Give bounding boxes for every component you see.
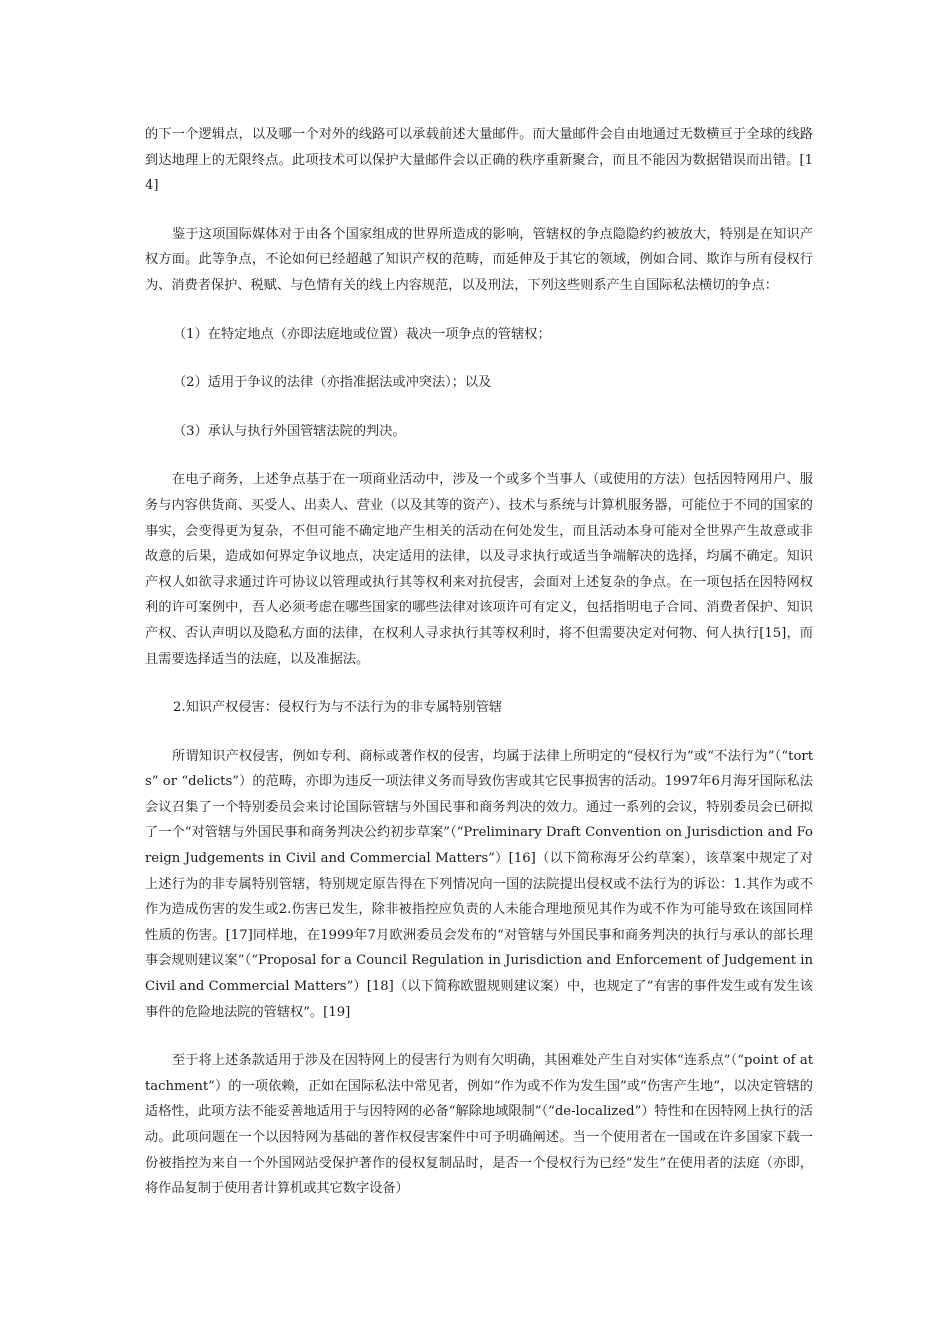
section-heading: 2.知识产权侵害：侵权行为与不法行为的非专属特别管辖 (173, 700, 503, 716)
paragraph-jurisdiction-issues: 鉴于这项国际媒体对于由各个国家组成的世界所造成的影响，管辖权的争点隐隐约约被放大，特别是在知识产权方面。此等争点，不论如何已经超越了知识产权的范畴，而延伸及于其它的领域，例如合同、欺诈与所有侵权行为、消费者保护、税赋、与色情有关的线上内容规范，以及刑法，下列这些则系产生自国际私法横切的争点： (145, 226, 813, 293)
paragraph-ip-infringement: 所谓知识产权侵害，例如专利、商标或著作权的侵害，均属于法律上所明定的“侵权行为”或“不法行为”（“torts” or “delicts”）的范畴，亦即为违反一项法律义务而导致伤害或其它民事损害的活动。1997年6月海牙国际私法会议召集了一个特别委员会来讨论国际管辖与外国民事和商务判决的效力。通过一系列的会议，特别委员会已研拟了一个“对管辖与外国民事和商务判决公约初步草案”（“Preliminary Draft Convention on Jurisdiction and Foreign Judgements in Civil and Commercial Matters”）[16]（以下简称海牙公约草案），该草案中规定了对上述行为的非专属特别管辖，特别规定原告得在下列情况向一国的法院提出侵权或不法行为的诉讼：1.其作为或不作为造成伤害的发生或2.伤害已发生，除非被指控应负责的人未能合理地预见其作为或不作为可能导致在该国同样性质的伤害。[17]同样地，在1999年7月欧洲委员会发布的“对管辖与外国民事和商务判决的执行与承认的部长理事会规则建议案”（“Proposal for a Council Regulation in Jurisdiction and Enforcement of Judgement in Civil and Commercial Matters”）[18]（以下简称欧盟规则建议案）中，也规定了“有害的事件发生或有发生该事件的危险地法院的管辖权”。[19] (145, 748, 813, 1020)
list-item-3: （3）承认与执行外国管辖法院的判决。 (173, 423, 406, 439)
paragraph-internet-application: 至于将上述条款适用于涉及在因特网上的侵害行为则有欠明确，其困难处产生自对实体“连系点”（“point of attachment”）的一项依赖，正如在国际私法中常见者，例如“作为或不作为发生国”或“伤害产生地”，以决定管辖的适格性，此项方法不能妥善地适用于与因特网的必备“解除地域限制”（“de-localized”）特性和在因特网上执行的活动。此项问题在一个以因特网为基础的著作权侵害案件中可予明确阐述。当一个使用者在一国或在许多国家下载一份被指控为来自一个外国网站受保护著作的侵权复制品时，是否一个侵权行为已经“发生”在使用者的法庭（亦即，将作品复制于使用者计算机或其它数字设备） (145, 1053, 813, 1197)
paragraph-e-commerce: 在电子商务，上述争点基于在一项商业活动中，涉及一个或多个当事人（或使用的方法）包括因特网用户、服务与内容供货商、买受人、出卖人、营业（以及其等的资产）、技术与系统与计算机服务器，可能位于不同的国家的事实，会变得更为复杂，不但可能不确定地产生相关的活动在何处发生，而且活动本身可能对全世界产生故意或非故意的后果，造成如何界定争议地点，决定适用的法律，以及寻求执行或适当争端解决的选择，均属不确定。知识产权人如欲寻求通过许可协议以管理或执行其等权利来对抗侵害，会面对上述复杂的争点。在一项包括在因特网权利的许可案例中，吾人必须考虑在哪些国家的哪些法律对该项许可有定义，包括指明电子合同、消费者保护、知识产权、否认声明以及隐私方面的法律，在权利人寻求执行其等权利时，将不但需要决定对何物、何人执行[15]，而且需要选择适当的法庭，以及准据法。 (145, 472, 813, 667)
list-item-1: （1）在特定地点（亦即法庭地或位置）裁决一项争点的管辖权； (173, 326, 551, 342)
list-item-2: （2）适用于争议的法律（亦指准据法或冲突法）；以及 (173, 375, 492, 391)
paragraph-continuation: 的下一个逻辑点，以及哪一个对外的线路可以承载前述大量邮件。而大量邮件会自由地通过无数横亘于全球的线路到达地理上的无限终点。此项技术可以保护大量邮件会以正确的秩序重新聚合，而且不能因为数据错误而出错。[14] (145, 127, 813, 194)
document-page (145, 122, 813, 1225)
